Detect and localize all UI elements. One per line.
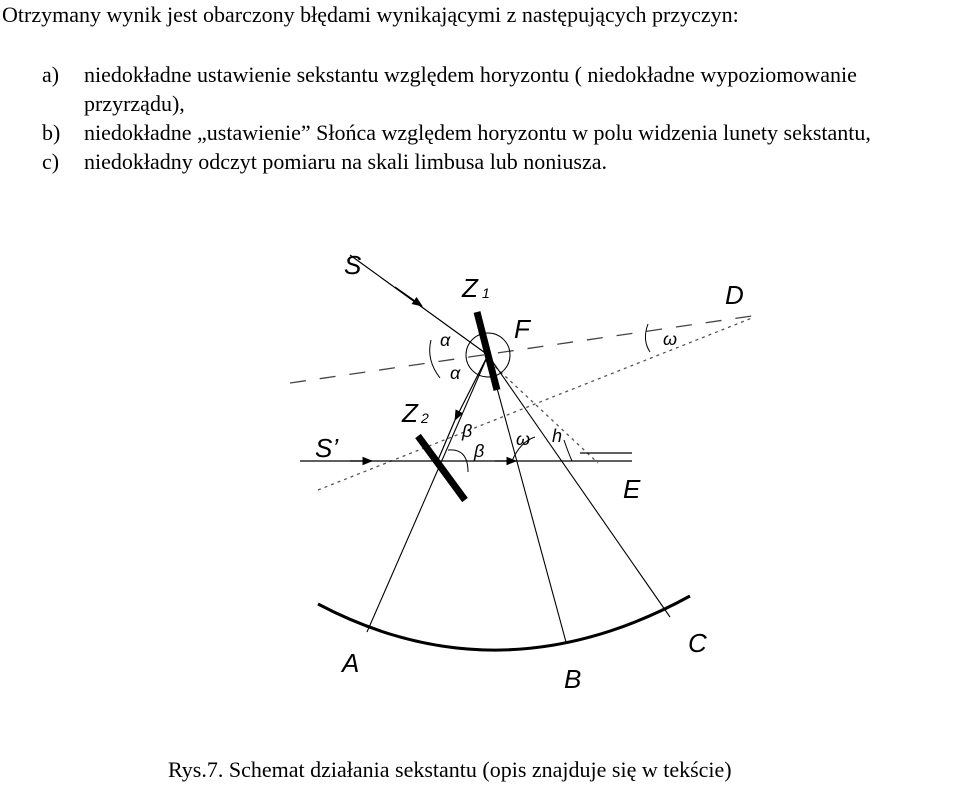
dotted-line-z1-e bbox=[490, 362, 598, 463]
list-marker: a) bbox=[42, 62, 60, 87]
index-line-b bbox=[488, 355, 566, 642]
list-marker: b) bbox=[42, 120, 61, 145]
reflected-ray-cont bbox=[438, 420, 455, 460]
label-b: B bbox=[564, 664, 582, 694]
angle-arc-omega-right bbox=[645, 324, 650, 352]
label-f: F bbox=[514, 314, 530, 344]
label-d: D bbox=[725, 280, 744, 310]
incoming-ray-s bbox=[350, 255, 488, 355]
list-marker: c) bbox=[42, 149, 60, 174]
angle-arc-h bbox=[564, 440, 572, 461]
label-z2-sub: 2 bbox=[421, 410, 429, 426]
label-s-prime: S’ bbox=[315, 433, 339, 463]
index-line-c bbox=[488, 355, 670, 617]
label-a: A bbox=[342, 648, 360, 678]
list-item-text: niedokładne „ustawienie” Słońca względem horyzontu w polu widzenia lunety sekstantu, bbox=[84, 120, 871, 145]
dotted-line bbox=[318, 318, 752, 490]
label-z2: Z bbox=[402, 398, 418, 428]
figure-caption: Rys.7. Schemat działania sekstantu (opis znajduje się w tekście) bbox=[168, 757, 732, 782]
index-line-a bbox=[367, 355, 488, 632]
label-beta-upper: β bbox=[462, 421, 473, 441]
list-item-text: niedokładne ustawienie sekstantu względem horyzontu ( niedokładne wypoziomowanie przyrządu), bbox=[84, 62, 857, 116]
label-z1-sub: 1 bbox=[482, 285, 490, 301]
label-omega-left: ω bbox=[516, 429, 531, 449]
label-alpha-lower: α bbox=[450, 363, 461, 383]
ray-arrow bbox=[395, 287, 422, 306]
mirror-z2 bbox=[418, 436, 465, 500]
intro-text: Otrzymany wynik jest obarczony błędami wynikającymi z następujących przyczyn: bbox=[2, 2, 739, 27]
label-e: E bbox=[623, 474, 641, 504]
label-s: S bbox=[344, 250, 362, 280]
angle-arc-alpha bbox=[430, 340, 440, 378]
label-z1: Z bbox=[462, 273, 478, 303]
list-item-text: niedokładny odczyt pomiaru na skali limbusa lub noniusza. bbox=[84, 149, 608, 174]
label-beta-lower: β bbox=[474, 441, 485, 461]
label-omega-right: ω bbox=[663, 329, 678, 349]
label-c: C bbox=[688, 628, 707, 658]
limb-arc bbox=[318, 596, 690, 650]
label-alpha-upper: α bbox=[440, 330, 451, 350]
label-h: h bbox=[552, 426, 563, 446]
mirror-z1 bbox=[477, 312, 497, 390]
